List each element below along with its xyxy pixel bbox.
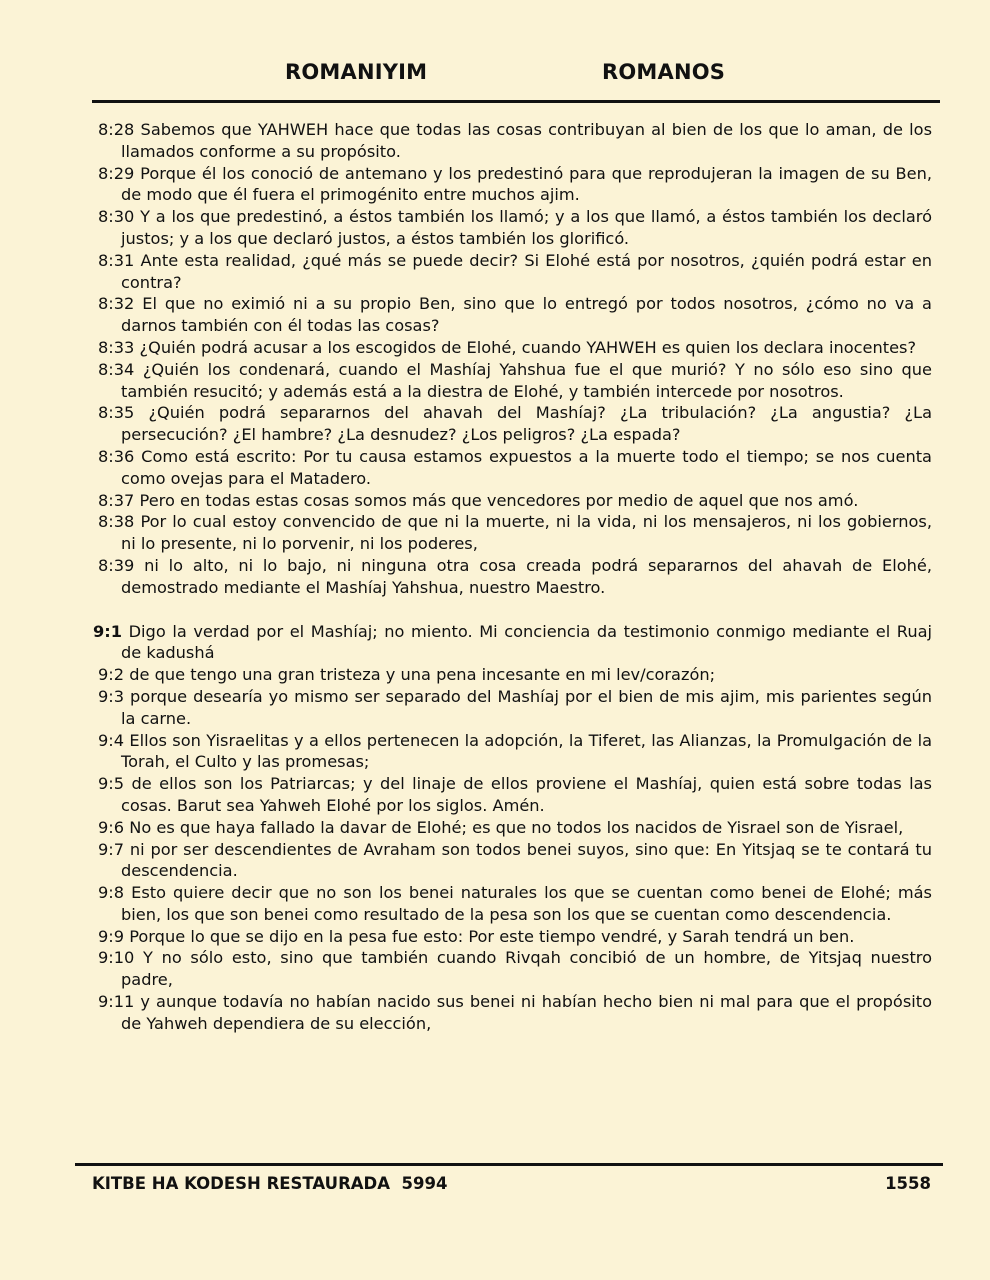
verse-9-1: 9:1 Digo la verdad por el Mashíaj; no miento. Mi conciencia da testimonio conmigo mediante el Ruaj de kadushá [93, 621, 932, 663]
verse-8-39: 8:39 ni lo alto, ni lo bajo, ni ninguna otra cosa creada podrá separarnos del ahavah de Elohé, demostrado mediante el Mashíaj Yahshua, nuestro Maestro. [98, 555, 932, 597]
verse-list [93, 119, 933, 1035]
page-header [92, 58, 940, 103]
verse-8-28: 8:28 Sabemos que YAHWEH hace que todas las cosas contribuyan al bien de los que lo aman, de los llamados conforme a su propósito. [98, 120, 932, 161]
verse-9-7: 9:7 ni por ser descendientes de Avraham son todos benei suyos, sino que: En Yitsjaq se te contará tu descendencia. [98, 839, 932, 881]
verse-8-30: 8:30 Y a los que predestinó, a éstos también los llamó; y a los que llamó, a éstos también los declaró justos; y a los que declaró justos, a éstos también los glorificó. [98, 207, 933, 248]
verse-8-35: 8:35 ¿Quién podrá separarnos del ahavah del Mashíaj? ¿La tribulación? ¿La angustia? ¿La persecución? ¿El hambre? ¿La desnudez? ¿Los peligros? ¿La espada? [98, 403, 932, 445]
verse-8-33: 8:33 ¿Quién podrá acusar a los escogidos de Elohé, cuando YAHWEH es quien los declara inocentes? [98, 337, 917, 357]
verse-9-6: 9:6 No es que haya fallado la davar de Elohé; es que no todos los nacidos de Yisrael son de Yisrael, [98, 817, 904, 837]
verse-9-10: 9:10 Y no sólo esto, sino que también cuando Rivqah concibió de un hombre, de Yitsjaq nuestro padre, [98, 948, 932, 990]
verse-9-9: 9:9 Porque lo que se dijo en la pesa fue esto: Por este tiempo vendré, y Sarah tendrá un ben. [98, 926, 855, 946]
verse-9-11: 9:11 y aunque todavía no habían nacido sus benei ni habían hecho bien ni mal para que el propósito de Yahweh dependiera de su elección, [98, 992, 933, 1033]
footer-page-number: 1558 [885, 1174, 931, 1193]
verse-9-4: 9:4 Ellos son Yisraelitas y a ellos pertenecen la adopción, la Tiferet, las Alianzas, la Promulgación de la Torah, el Culto y las promesas; [98, 730, 932, 772]
page-footer [75, 1163, 943, 1206]
verse-9-2: 9:2 de que tengo una gran tristeza y una pena incesante en mi lev/corazón; [98, 665, 716, 685]
verse-8-29: 8:29 Porque él los conoció de antemano y los predestinó para que reprodujeran la imagen de su Ben, de modo que él fuera el primogénito entre muchos ajim. [98, 163, 932, 205]
verse-9-5: 9:5 de ellos son los Patriarcas; y del linaje de ellos proviene el Mashíaj, quien está sobre todas las cosas. Barut sea Yahweh Elohé por los siglos. Amén. [98, 774, 932, 815]
verse-8-38: 8:38 Por lo cual estoy convencido de que ni la muerte, ni la vida, ni los mensajeros, ni los gobiernos, ni lo presente, ni lo porvenir, ni los poderes, [98, 512, 932, 554]
header-spanish-title: ROMANOS [602, 60, 726, 84]
verse-9-3: 9:3 porque desearía yo mismo ser separado del Mashíaj por el bien de mis ajim, mis parientes según la carne. [98, 686, 932, 728]
header-hebrew-title: ROMANIYIM [285, 60, 428, 84]
verse-8-34: 8:34 ¿Quién los condenará, cuando el Mashíaj Yahshua fue el que murió? Y no sólo eso sino que también resucitó; y además está a la diestra de Elohé, y también intercede por nosotros. [98, 359, 932, 401]
verse-8-32: 8:32 El que no eximió ni a su propio Ben, sino que lo entregó por todos nosotros, ¿cómo no va a darnos también con él todas las cosas? [98, 294, 932, 336]
verse-8-31: 8:31 Ante esta realidad, ¿qué más se puede decir? Si Elohé está por nosotros, ¿quién podrá estar en contra? [98, 250, 932, 292]
footer-book-title: KITBE HA KODESH RESTAURADA 5994 [92, 1174, 448, 1193]
verse-8-37: 8:37 Pero en todas estas cosas somos más que vencedores por medio de aquel que nos amó. [98, 490, 859, 510]
verse-8-36: 8:36 Como está escrito: Por tu causa estamos expuestos a la muerte todo el tiempo; se nos cuenta como ovejas para el Matadero. [98, 446, 932, 488]
verse-9-8: 9:8 Esto quiere decir que no son los benei naturales los que se cuentan como benei de Elohé; más bien, los que son benei como resultado de la pesa son los que se cuentan como descendencia. [98, 883, 932, 924]
